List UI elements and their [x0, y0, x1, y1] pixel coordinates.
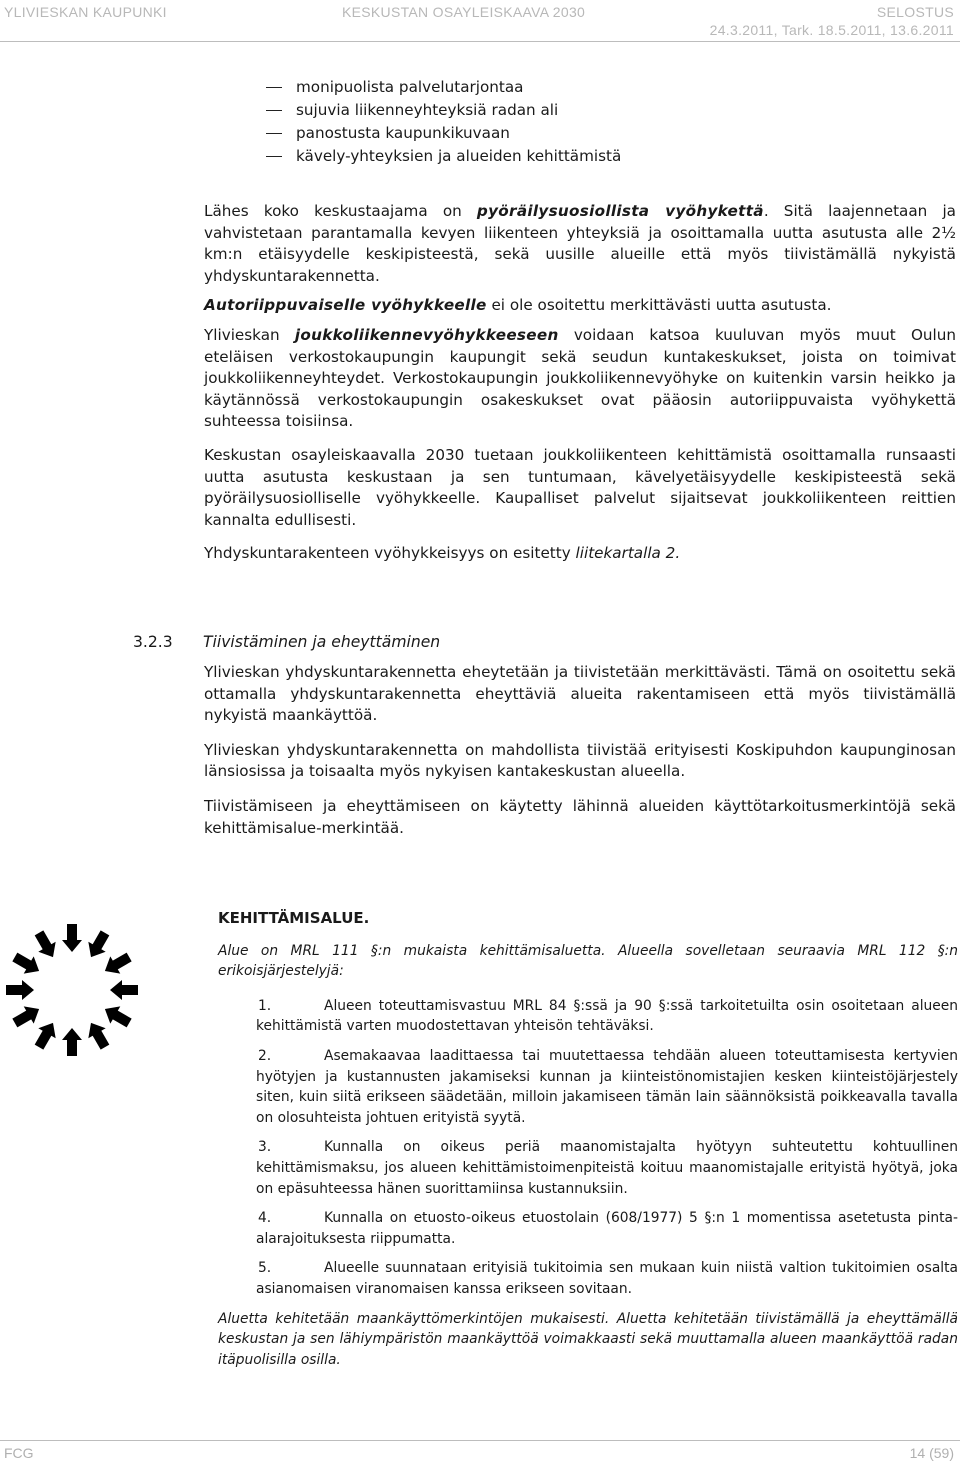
paragraph: Tiivistämiseen ja eheyttämiseen on käytetty lähinnä alueiden käyttötarkoitusmerkintöjä sekä kehittämisalue-merkintää. [204, 796, 956, 837]
footer-company: FCG [4, 1445, 34, 1461]
arrow-icon [62, 924, 82, 952]
arrow-icon [10, 1000, 44, 1031]
arrow-icon [100, 1000, 134, 1031]
emphasis: joukkoliikennevyöhykkeeseen [294, 325, 559, 344]
bullet-list [202, 76, 902, 168]
legend-outro: Aluetta kehitetään maankäyttömerkintöjen mukaisesti. Aluetta kehitetään tiivistämällä ja eheyttämällä keskustan ja sen lähiympäristön maankäyttöä voimakkaasti sekä muuttamalla alueen maankäyttöä radan itäpuolisilla osilla. [218, 1310, 958, 1368]
development-area-symbol-icon [0, 918, 144, 1062]
legend-list-item [218, 1137, 958, 1199]
item-number: 4. [258, 1210, 272, 1227]
list-item: kävely-yhteyksien ja alueiden kehittämistä [202, 145, 902, 168]
legend-list-item [218, 996, 958, 1037]
header-org: YLIVIESKAN KAUPUNKI [4, 4, 167, 20]
paragraph: Ylivieskan joukkoliikennevyöhykkeeseen voidaan katsoa kuuluvan myös muut Oulun eteläisen verkostokaupungin kaupungit sekä seudun kuntakeskukset, joista on toimivat joukkoliikenneyhteydet. Verkostokaupungin joukkoliikennevyöhyke on kuitenkin varsin heikko ja käytännössä verkostokaupungin osakeskukset ovat pääosin autoriippuvaista vyöhykettä suhteessa toisiinsa. [204, 325, 957, 431]
paragraph: Autoriippuvaiselle vyöhykkeelle ei ole osoitettu merkittävästi uutta asutusta. [204, 296, 832, 315]
arrow-icon [82, 1018, 113, 1052]
body-text [204, 201, 956, 565]
emphasis: Autoriippuvaiselle vyöhykkeelle [204, 296, 487, 315]
section-body [204, 662, 956, 839]
emphasis: pyöräilysuosiollista vyöhykettä [476, 202, 764, 220]
legend-list [218, 996, 958, 1300]
header-plan-title: KESKUSTAN OSAYLEISKAAVA 2030 [342, 4, 586, 20]
legend-list-item [218, 1046, 958, 1128]
arrow-icon [30, 928, 61, 962]
header-dates: 24.3.2011, Tark. 18.5.2011, 13.6.2011 [709, 22, 954, 38]
page-header [0, 0, 960, 42]
arrow-icon [100, 948, 134, 979]
paragraph: Yhdyskuntarakenteen vyöhykkeisyys on esitetty liitekartalla 2. [204, 544, 681, 563]
header-doc-type: SELOSTUS [876, 4, 954, 20]
list-item: panostusta kaupunkikuvaan [202, 122, 902, 145]
paragraph: Ylivieskan yhdyskuntarakennetta eheytetään ja tiivistetään merkittävästi. Tämä on osoitettu sekä ottamalla yhdyskuntarakennetta eheyttäviä alueita rakentamiseen että myös tiivistämällä nykyistä maankäyttöä. [204, 663, 956, 725]
header-rule [0, 41, 960, 42]
item-text: Asemakaavaa laadittaessa tai muutettaessa tehdään alueen toteuttamisesta kertyvien hyötyjen ja kustannusten jakamiseksi kunnan ja kiinteistönomistajien kesken kiinteistöjärjestely siten, kuin siitä erikseen säädetään, milloin jakamiseen tämän lain säännöksistä poikkeavalla tavalla on olosuhteista johtuen erityistä syytä. [256, 1047, 958, 1126]
legend-title: KEHITTÄMISALUE. [218, 909, 370, 927]
legend-list-item [218, 1208, 958, 1249]
map-reference: liitekartalla 2. [575, 544, 681, 563]
item-number: 1. [258, 997, 272, 1014]
arrow-icon [30, 1018, 61, 1052]
list-item: sujuvia liikenneyhteyksiä radan ali [202, 99, 902, 122]
item-text: Kunnalla on etuosto-oikeus etuostolain (608/1977) 5 §:n 1 momentissa asetetusta pinta-alarajoituksesta riippumatta. [256, 1210, 958, 1247]
section-title: Tiivistäminen ja eheyttäminen [203, 633, 441, 651]
footer-rule [0, 1440, 960, 1441]
item-text: Alueen toteuttamisvastuu MRL 84 §:ssä ja 90 §:ssä tarkoitetuilta osin osoitetaan alueen kehittämistä varten muodostettavan yhteisön tehtäväksi. [256, 997, 958, 1035]
section-number: 3.2.3 [133, 633, 173, 651]
arrow-icon [6, 980, 34, 1000]
page-number: 14 (59) [909, 1445, 954, 1461]
item-number: 2. [258, 1047, 272, 1064]
item-text: Kunnalla on oikeus periä maanomistajalta hyötyyn suhteutettu kohtuullinen kehittämismaksu, jos alueen kehittämistoimenpiteistä koituu maanomistajalle erityistä hyötyä, joka on epäsuhteessa hänen suorittamiinsa kustannuksiin. [256, 1139, 958, 1197]
paragraph: Lähes koko keskustaajama on pyöräilysuosiollista vyöhykettä. Sitä laajennetaan ja vahvistetaan parantamalla kevyen liikenteen yhteyksiä ja osoittamalla uutta asutusta alle 2½ km:n etäisyydelle keskipisteestä, sekä uusille alueille että myös tiivistämällä nykyistä yhdyskuntarakennetta. [204, 202, 956, 285]
paragraph: Ylivieskan yhdyskuntarakennetta on mahdollista tiivistää erityisesti Koskipuhdon kaupunginosan länsiosissa ja toisaalta myös nykyisen kantakeskustan alueella. [204, 740, 956, 781]
arrow-icon [62, 1028, 82, 1056]
item-number: 3. [258, 1139, 272, 1156]
arrow-icon [10, 948, 44, 979]
arrow-icon [82, 928, 113, 962]
section-heading [133, 633, 440, 651]
item-text: Alueelle suunnataan erityisiä tukitoimia sen mukaan kuin niistä valtion tukitoimien osalta asianomaisen viranomaisen kanssa erikseen sovitaan. [256, 1260, 958, 1297]
legend-intro: Alue on MRL 111 §:n mukaista kehittämisaluetta. Alueella sovelletaan seuraavia MRL 112 §:n erikoisjärjestelyjä: [218, 942, 958, 980]
arrow-icon [110, 980, 138, 1000]
item-number: 5. [258, 1260, 272, 1277]
list-item: monipuolista palvelutarjontaa [202, 76, 902, 99]
legend-entry [218, 908, 958, 1370]
paragraph: Keskustan osayleiskaavalla 2030 tuetaan joukkoliikenteen kehittämistä osoittamalla runsaasti uutta asutusta keskustaan ja sen tuntumaan, kävelyetäisyydelle keskipisteestä sekä pyöräilysuosiolliselle vyöhykkeelle. Kaupalliset palvelut sijaitsevat joukkoliikenteen reittien kannalta edullisesti. [204, 445, 956, 529]
legend-list-item [218, 1258, 958, 1299]
